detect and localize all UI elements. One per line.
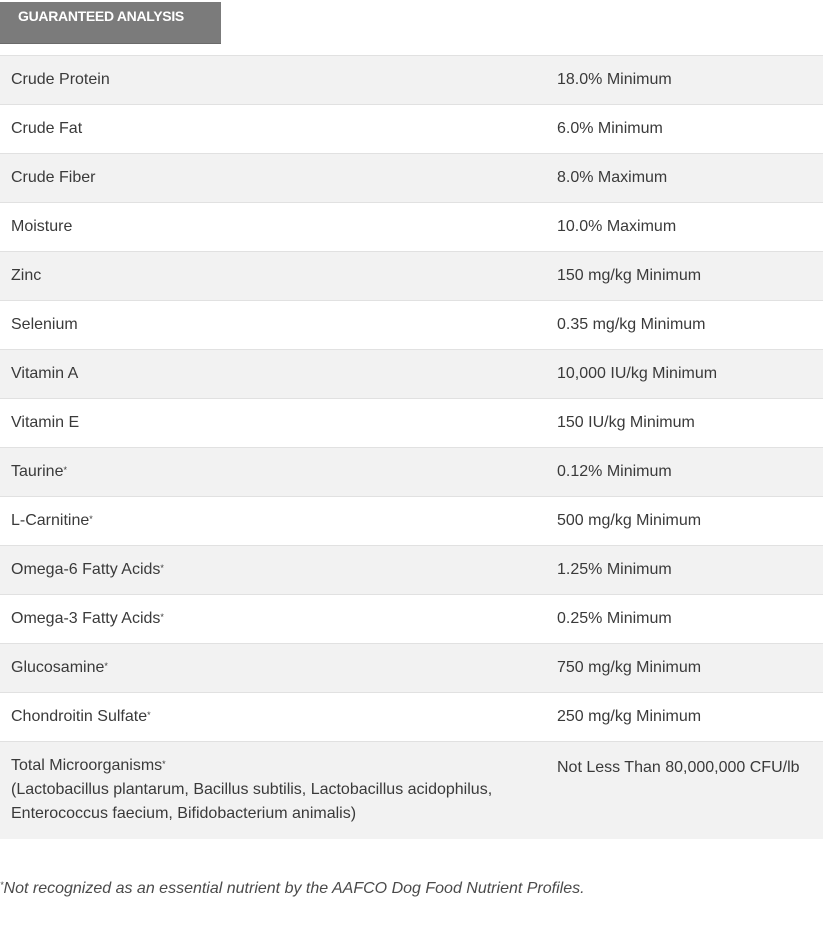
table-row: [0, 203, 823, 252]
nutrient-name-cell: [0, 399, 546, 448]
microorganisms-detail-line-1: (Lactobacillus plantarum, Bacillus subtilis, Lactobacillus acidophilus,: [11, 781, 493, 798]
table-row: [0, 252, 823, 301]
nutrient-name: Moisture: [11, 218, 73, 235]
table-row: [0, 56, 823, 105]
nutrient-name: Vitamin A: [11, 365, 79, 382]
footnote-asterisk: *: [0, 880, 4, 890]
asterisk-marker: *: [63, 465, 67, 475]
table-row: [0, 154, 823, 203]
nutrient-name-cell: [0, 595, 546, 644]
nutrient-value: 0.25% Minimum: [557, 610, 672, 627]
nutrient-value: 1.25% Minimum: [557, 561, 672, 578]
nutrient-value: Not Less Than 80,000,000 CFU/lb: [557, 759, 800, 776]
nutrient-value: 18.0% Minimum: [557, 71, 672, 88]
microorganisms-detail-line-2: Enterococcus faecium, Bifidobacterium animalis): [11, 805, 357, 822]
nutrient-value: 250 mg/kg Minimum: [557, 708, 702, 725]
table-row: [0, 448, 823, 497]
nutrient-name: Chondroitin Sulfate: [11, 708, 148, 725]
footnote-text: Not recognized as an essential nutrient by the AAFCO Dog Food Nutrient Profiles.: [3, 880, 585, 897]
nutrient-value: 150 mg/kg Minimum: [557, 267, 702, 284]
asterisk-marker: *: [104, 661, 108, 671]
table-row: [0, 693, 823, 742]
table-row: [0, 546, 823, 595]
table-row: [0, 497, 823, 546]
table-row: [0, 301, 823, 350]
asterisk-marker: *: [162, 759, 166, 769]
nutrient-value: 10.0% Maximum: [557, 218, 677, 235]
nutrient-name: Zinc: [11, 267, 42, 284]
nutrient-name-cell: [0, 203, 546, 252]
footnote: [0, 880, 585, 898]
table-row-microorganisms: [0, 742, 823, 839]
nutrient-value: 150 IU/kg Minimum: [557, 414, 695, 431]
table-row: [0, 644, 823, 693]
nutrient-value: 0.12% Minimum: [557, 463, 672, 480]
nutrient-value: 500 mg/kg Minimum: [557, 512, 702, 529]
nutrient-name-cell: [0, 301, 546, 350]
nutrient-name-cell: [0, 448, 546, 497]
nutrient-name-cell: [0, 105, 546, 154]
nutrient-value: 6.0% Minimum: [557, 120, 663, 137]
analysis-table-body: [0, 56, 823, 839]
nutrient-name: Vitamin E: [11, 414, 80, 431]
table-row: [0, 595, 823, 644]
nutrient-name: Omega-3 Fatty Acids: [11, 610, 161, 627]
table-row: [0, 350, 823, 399]
guaranteed-analysis-tab[interactable]: [0, 2, 221, 44]
nutrient-name-cell: [0, 693, 546, 742]
nutrient-name-cell: [0, 644, 546, 693]
nutrient-name: Crude Protein: [11, 71, 110, 88]
nutrient-name-cell: [0, 350, 546, 399]
nutrient-value: 8.0% Maximum: [557, 169, 668, 186]
nutrient-name: Taurine: [11, 463, 64, 480]
nutrient-name-cell: [0, 154, 546, 203]
asterisk-marker: *: [147, 710, 151, 720]
nutrient-name: Glucosamine: [11, 659, 105, 676]
asterisk-marker: *: [89, 514, 93, 524]
analysis-table: [0, 55, 823, 839]
asterisk-marker: *: [160, 563, 164, 573]
nutrient-name-cell: [0, 56, 546, 105]
nutrient-value: 0.35 mg/kg Minimum: [557, 316, 706, 333]
nutrient-name: Crude Fiber: [11, 169, 96, 186]
nutrient-value: 750 mg/kg Minimum: [557, 659, 702, 676]
microorganisms-title-line: [11, 754, 546, 778]
table-row: [0, 105, 823, 154]
nutrient-name: Total Microorganisms: [11, 757, 163, 774]
nutrient-name: Selenium: [11, 316, 78, 333]
nutrient-value: 10,000 IU/kg Minimum: [557, 365, 718, 382]
nutrient-name-cell: [0, 252, 546, 301]
nutrient-name-cell: [0, 497, 546, 546]
nutrient-name: Omega-6 Fatty Acids: [11, 561, 161, 578]
nutrient-name-cell: [0, 546, 546, 595]
asterisk-marker: *: [160, 612, 164, 622]
nutrient-name-cell: [0, 742, 546, 839]
table-row: [0, 399, 823, 448]
nutrient-name: Crude Fat: [11, 120, 83, 137]
nutrient-name: L-Carnitine: [11, 512, 90, 529]
tab-title: GUARANTEED ANALYSIS: [18, 8, 184, 24]
